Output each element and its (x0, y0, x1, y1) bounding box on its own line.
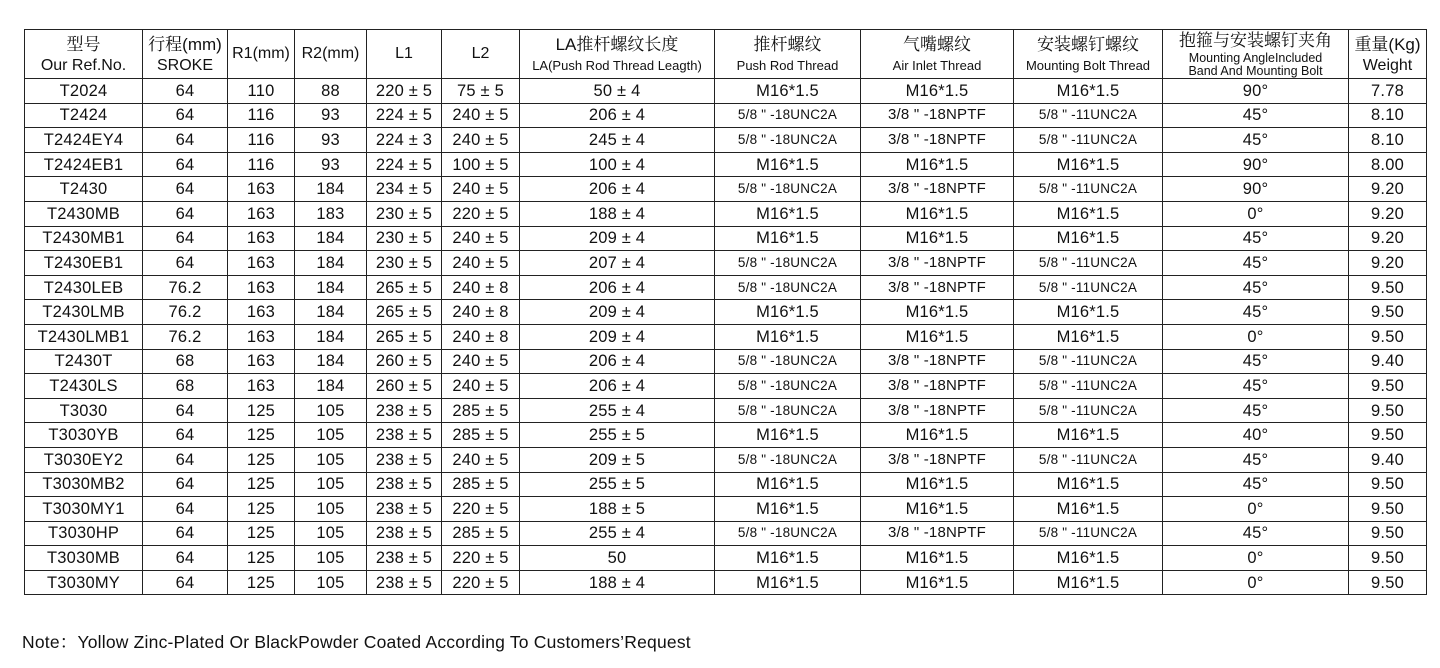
cell-mounting-angle: 45° (1163, 128, 1349, 153)
cell-stroke: 64 (143, 398, 228, 423)
cell-push-rod-thread: M16*1.5 (715, 570, 861, 595)
cell-l2: 285 ± 5 (442, 521, 520, 546)
cell-l1: 260 ± 5 (367, 349, 442, 374)
cell-stroke: 64 (143, 546, 228, 571)
cell-l2: 240 ± 5 (442, 349, 520, 374)
spec-table (24, 29, 1427, 595)
cell-l1: 234 ± 5 (367, 177, 442, 202)
header-r2: R2(mm) (295, 30, 367, 79)
table-row (25, 374, 1427, 399)
table-row (25, 349, 1427, 374)
cell-model: T2430LEB (25, 275, 143, 300)
cell-air-inlet-thread: 3/8 " -18NPTF (861, 177, 1014, 202)
cell-mounting-angle: 45° (1163, 226, 1349, 251)
cell-push-rod-thread: M16*1.5 (715, 324, 861, 349)
cell-l1: 220 ± 5 (367, 79, 442, 104)
cell-mounting-angle: 45° (1163, 398, 1349, 423)
cell-la: 100 ± 4 (520, 152, 715, 177)
cell-l1: 224 ± 5 (367, 103, 442, 128)
cell-air-inlet-thread: M16*1.5 (861, 472, 1014, 497)
cell-push-rod-thread: M16*1.5 (715, 497, 861, 522)
cell-mounting-bolt-thread: M16*1.5 (1014, 497, 1163, 522)
cell-la: 209 ± 4 (520, 226, 715, 251)
table-row (25, 201, 1427, 226)
cell-l2: 240 ± 5 (442, 374, 520, 399)
cell-r1: 163 (228, 349, 295, 374)
cell-mounting-angle: 0° (1163, 324, 1349, 349)
cell-air-inlet-thread: 3/8 " -18NPTF (861, 103, 1014, 128)
cell-r2: 184 (295, 300, 367, 325)
table-row (25, 177, 1427, 202)
cell-l1: 265 ± 5 (367, 275, 442, 300)
cell-air-inlet-thread: 3/8 " -18NPTF (861, 128, 1014, 153)
cell-r1: 163 (228, 300, 295, 325)
cell-r2: 184 (295, 177, 367, 202)
cell-mounting-angle: 90° (1163, 177, 1349, 202)
header-push-rod-thread: 推杆螺纹 Push Rod Thread (715, 30, 861, 79)
cell-r2: 184 (295, 374, 367, 399)
cell-push-rod-thread: M16*1.5 (715, 226, 861, 251)
cell-push-rod-thread: 5/8 " -18UNC2A (715, 177, 861, 202)
cell-l1: 238 ± 5 (367, 472, 442, 497)
table-row (25, 398, 1427, 423)
cell-la: 245 ± 4 (520, 128, 715, 153)
cell-r1: 125 (228, 398, 295, 423)
cell-mounting-angle: 0° (1163, 570, 1349, 595)
cell-l1: 238 ± 5 (367, 497, 442, 522)
cell-l1: 260 ± 5 (367, 374, 442, 399)
cell-push-rod-thread: M16*1.5 (715, 79, 861, 104)
cell-r1: 125 (228, 546, 295, 571)
cell-model: T3030EY2 (25, 447, 143, 472)
table-row (25, 251, 1427, 276)
header-weight: 重量(Kg) Weight (1349, 30, 1427, 79)
cell-la: 50 ± 4 (520, 79, 715, 104)
cell-r1: 163 (228, 324, 295, 349)
cell-model: T2430T (25, 349, 143, 374)
cell-model: T3030HP (25, 521, 143, 546)
cell-r1: 116 (228, 152, 295, 177)
cell-mounting-angle: 45° (1163, 472, 1349, 497)
cell-r1: 125 (228, 497, 295, 522)
cell-l2: 240 ± 5 (442, 177, 520, 202)
cell-push-rod-thread: 5/8 " -18UNC2A (715, 275, 861, 300)
cell-mounting-angle: 90° (1163, 79, 1349, 104)
cell-push-rod-thread: M16*1.5 (715, 546, 861, 571)
cell-stroke: 64 (143, 521, 228, 546)
table-row (25, 472, 1427, 497)
cell-la: 207 ± 4 (520, 251, 715, 276)
cell-r2: 184 (295, 324, 367, 349)
cell-l2: 240 ± 8 (442, 324, 520, 349)
header-model: 型号 Our Ref.No. (25, 30, 143, 79)
cell-stroke: 64 (143, 201, 228, 226)
cell-mounting-bolt-thread: M16*1.5 (1014, 226, 1163, 251)
cell-weight: 8.10 (1349, 128, 1427, 153)
cell-l1: 265 ± 5 (367, 300, 442, 325)
cell-stroke: 64 (143, 423, 228, 448)
cell-push-rod-thread: 5/8 " -18UNC2A (715, 128, 861, 153)
cell-la: 188 ± 5 (520, 497, 715, 522)
cell-l1: 265 ± 5 (367, 324, 442, 349)
cell-r2: 184 (295, 349, 367, 374)
cell-mounting-bolt-thread: 5/8 " -11UNC2A (1014, 251, 1163, 276)
cell-push-rod-thread: M16*1.5 (715, 472, 861, 497)
cell-l1: 230 ± 5 (367, 251, 442, 276)
cell-weight: 9.50 (1349, 423, 1427, 448)
cell-model: T2024 (25, 79, 143, 104)
table-row (25, 128, 1427, 153)
cell-l1: 230 ± 5 (367, 201, 442, 226)
cell-r2: 93 (295, 128, 367, 153)
cell-push-rod-thread: M16*1.5 (715, 423, 861, 448)
cell-mounting-bolt-thread: 5/8 " -11UNC2A (1014, 349, 1163, 374)
table-row (25, 546, 1427, 571)
cell-model: T2424EB1 (25, 152, 143, 177)
cell-mounting-bolt-thread: M16*1.5 (1014, 546, 1163, 571)
cell-model: T2430LMB1 (25, 324, 143, 349)
cell-la: 188 ± 4 (520, 570, 715, 595)
cell-mounting-bolt-thread: M16*1.5 (1014, 300, 1163, 325)
cell-model: T2430LMB (25, 300, 143, 325)
table-row (25, 300, 1427, 325)
cell-la: 50 (520, 546, 715, 571)
cell-r1: 125 (228, 423, 295, 448)
cell-push-rod-thread: M16*1.5 (715, 300, 861, 325)
cell-la: 255 ± 4 (520, 521, 715, 546)
table-row (25, 152, 1427, 177)
table-row (25, 226, 1427, 251)
cell-l2: 220 ± 5 (442, 570, 520, 595)
cell-l2: 285 ± 5 (442, 423, 520, 448)
cell-mounting-bolt-thread: M16*1.5 (1014, 324, 1163, 349)
cell-l2: 240 ± 8 (442, 300, 520, 325)
cell-r2: 184 (295, 226, 367, 251)
cell-l1: 238 ± 5 (367, 447, 442, 472)
cell-r2: 183 (295, 201, 367, 226)
header-mounting-bolt-thread: 安装螺钉螺纹 Mounting Bolt Thread (1014, 30, 1163, 79)
cell-la: 206 ± 4 (520, 275, 715, 300)
cell-mounting-angle: 45° (1163, 103, 1349, 128)
table-row (25, 79, 1427, 104)
cell-l2: 220 ± 5 (442, 201, 520, 226)
cell-r1: 116 (228, 128, 295, 153)
cell-mounting-angle: 45° (1163, 374, 1349, 399)
table-row (25, 447, 1427, 472)
cell-model: T3030YB (25, 423, 143, 448)
cell-mounting-angle: 45° (1163, 447, 1349, 472)
cell-l1: 238 ± 5 (367, 546, 442, 571)
cell-la: 206 ± 4 (520, 177, 715, 202)
cell-la: 206 ± 4 (520, 103, 715, 128)
cell-mounting-bolt-thread: M16*1.5 (1014, 570, 1163, 595)
cell-r2: 93 (295, 152, 367, 177)
cell-r1: 125 (228, 447, 295, 472)
cell-la: 209 ± 4 (520, 324, 715, 349)
cell-mounting-angle: 45° (1163, 275, 1349, 300)
cell-r2: 105 (295, 570, 367, 595)
cell-weight: 9.20 (1349, 251, 1427, 276)
header-la: LA推杆螺纹长度 LA(Push Rod Thread Leagth) (520, 30, 715, 79)
cell-model: T3030MB2 (25, 472, 143, 497)
cell-weight: 9.50 (1349, 497, 1427, 522)
cell-weight: 9.50 (1349, 324, 1427, 349)
cell-r2: 184 (295, 251, 367, 276)
cell-stroke: 64 (143, 497, 228, 522)
cell-la: 188 ± 4 (520, 201, 715, 226)
cell-air-inlet-thread: 3/8 " -18NPTF (861, 521, 1014, 546)
cell-r2: 105 (295, 521, 367, 546)
cell-mounting-angle: 0° (1163, 497, 1349, 522)
header-l1: L1 (367, 30, 442, 79)
cell-model: T2430MB (25, 201, 143, 226)
cell-model: T2430LS (25, 374, 143, 399)
cell-r2: 93 (295, 103, 367, 128)
cell-air-inlet-thread: 3/8 " -18NPTF (861, 251, 1014, 276)
cell-la: 209 ± 5 (520, 447, 715, 472)
cell-la: 255 ± 5 (520, 472, 715, 497)
cell-mounting-angle: 90° (1163, 152, 1349, 177)
cell-l1: 238 ± 5 (367, 423, 442, 448)
cell-model: T3030MY1 (25, 497, 143, 522)
cell-l2: 240 ± 8 (442, 275, 520, 300)
table-row (25, 423, 1427, 448)
cell-l2: 220 ± 5 (442, 546, 520, 571)
cell-air-inlet-thread: M16*1.5 (861, 423, 1014, 448)
cell-air-inlet-thread: M16*1.5 (861, 300, 1014, 325)
cell-mounting-angle: 0° (1163, 546, 1349, 571)
cell-stroke: 64 (143, 226, 228, 251)
cell-mounting-bolt-thread: 5/8 " -11UNC2A (1014, 103, 1163, 128)
cell-model: T2430 (25, 177, 143, 202)
cell-r2: 105 (295, 472, 367, 497)
cell-mounting-angle: 45° (1163, 349, 1349, 374)
cell-r1: 125 (228, 570, 295, 595)
cell-model: T2424EY4 (25, 128, 143, 153)
cell-la: 206 ± 4 (520, 349, 715, 374)
cell-weight: 9.20 (1349, 226, 1427, 251)
cell-l1: 224 ± 5 (367, 152, 442, 177)
cell-weight: 9.50 (1349, 570, 1427, 595)
cell-la: 206 ± 4 (520, 374, 715, 399)
cell-mounting-bolt-thread: 5/8 " -11UNC2A (1014, 398, 1163, 423)
cell-r1: 110 (228, 79, 295, 104)
cell-air-inlet-thread: 3/8 " -18NPTF (861, 398, 1014, 423)
cell-model: T2430MB1 (25, 226, 143, 251)
cell-stroke: 68 (143, 349, 228, 374)
cell-l1: 238 ± 5 (367, 570, 442, 595)
spec-table-body (25, 79, 1427, 595)
cell-model: T2424 (25, 103, 143, 128)
cell-stroke: 76.2 (143, 324, 228, 349)
cell-air-inlet-thread: 3/8 " -18NPTF (861, 275, 1014, 300)
cell-stroke: 64 (143, 128, 228, 153)
cell-l1: 224 ± 3 (367, 128, 442, 153)
cell-r1: 163 (228, 177, 295, 202)
cell-l2: 240 ± 5 (442, 447, 520, 472)
cell-push-rod-thread: 5/8 " -18UNC2A (715, 374, 861, 399)
cell-weight: 9.50 (1349, 521, 1427, 546)
cell-mounting-bolt-thread: 5/8 " -11UNC2A (1014, 447, 1163, 472)
cell-r2: 105 (295, 398, 367, 423)
cell-l2: 285 ± 5 (442, 472, 520, 497)
cell-stroke: 76.2 (143, 300, 228, 325)
cell-air-inlet-thread: M16*1.5 (861, 546, 1014, 571)
cell-mounting-bolt-thread: M16*1.5 (1014, 423, 1163, 448)
cell-model: T3030MY (25, 570, 143, 595)
header-l2: L2 (442, 30, 520, 79)
cell-mounting-angle: 40° (1163, 423, 1349, 448)
cell-air-inlet-thread: 3/8 " -18NPTF (861, 374, 1014, 399)
cell-mounting-bolt-thread: 5/8 " -11UNC2A (1014, 374, 1163, 399)
cell-r2: 105 (295, 546, 367, 571)
table-row (25, 275, 1427, 300)
cell-weight: 9.50 (1349, 546, 1427, 571)
header-mounting-angle: 抱箍与安装螺钉夹角 Mounting AngleIncluded Band And Mounting Bolt (1163, 30, 1349, 79)
cell-stroke: 64 (143, 251, 228, 276)
cell-air-inlet-thread: 3/8 " -18NPTF (861, 447, 1014, 472)
cell-mounting-angle: 45° (1163, 251, 1349, 276)
cell-air-inlet-thread: M16*1.5 (861, 226, 1014, 251)
cell-air-inlet-thread: M16*1.5 (861, 79, 1014, 104)
cell-mounting-angle: 45° (1163, 300, 1349, 325)
cell-stroke: 64 (143, 447, 228, 472)
cell-l2: 240 ± 5 (442, 103, 520, 128)
cell-r2: 105 (295, 423, 367, 448)
table-row (25, 103, 1427, 128)
table-row (25, 570, 1427, 595)
cell-r1: 163 (228, 201, 295, 226)
cell-r1: 125 (228, 472, 295, 497)
cell-l2: 220 ± 5 (442, 497, 520, 522)
cell-mounting-bolt-thread: 5/8 " -11UNC2A (1014, 275, 1163, 300)
cell-air-inlet-thread: M16*1.5 (861, 324, 1014, 349)
cell-l2: 100 ± 5 (442, 152, 520, 177)
cell-stroke: 64 (143, 177, 228, 202)
cell-air-inlet-thread: M16*1.5 (861, 152, 1014, 177)
cell-r1: 163 (228, 226, 295, 251)
cell-l2: 240 ± 5 (442, 226, 520, 251)
cell-air-inlet-thread: M16*1.5 (861, 570, 1014, 595)
cell-push-rod-thread: 5/8 " -18UNC2A (715, 349, 861, 374)
cell-l2: 285 ± 5 (442, 398, 520, 423)
cell-l1: 238 ± 5 (367, 398, 442, 423)
cell-r2: 105 (295, 497, 367, 522)
cell-push-rod-thread: 5/8 " -18UNC2A (715, 447, 861, 472)
cell-weight: 9.20 (1349, 201, 1427, 226)
cell-mounting-angle: 45° (1163, 521, 1349, 546)
cell-mounting-bolt-thread: M16*1.5 (1014, 472, 1163, 497)
cell-mounting-bolt-thread: 5/8 " -11UNC2A (1014, 521, 1163, 546)
cell-r2: 105 (295, 447, 367, 472)
header-row (25, 30, 1427, 79)
cell-push-rod-thread: M16*1.5 (715, 201, 861, 226)
header-air-inlet-thread: 气嘴螺纹 Air Inlet Thread (861, 30, 1014, 79)
cell-r1: 163 (228, 251, 295, 276)
cell-mounting-bolt-thread: M16*1.5 (1014, 152, 1163, 177)
cell-r2: 184 (295, 275, 367, 300)
cell-air-inlet-thread: M16*1.5 (861, 497, 1014, 522)
cell-r2: 88 (295, 79, 367, 104)
cell-air-inlet-thread: 3/8 " -18NPTF (861, 349, 1014, 374)
cell-l1: 230 ± 5 (367, 226, 442, 251)
cell-mounting-bolt-thread: M16*1.5 (1014, 79, 1163, 104)
cell-la: 255 ± 5 (520, 423, 715, 448)
cell-weight: 9.50 (1349, 374, 1427, 399)
cell-push-rod-thread: 5/8 " -18UNC2A (715, 103, 861, 128)
cell-weight: 9.50 (1349, 275, 1427, 300)
cell-mounting-bolt-thread: M16*1.5 (1014, 201, 1163, 226)
cell-stroke: 64 (143, 472, 228, 497)
cell-stroke: 64 (143, 103, 228, 128)
cell-l2: 240 ± 5 (442, 251, 520, 276)
cell-mounting-angle: 0° (1163, 201, 1349, 226)
cell-stroke: 64 (143, 152, 228, 177)
table-row (25, 497, 1427, 522)
cell-l2: 240 ± 5 (442, 128, 520, 153)
cell-push-rod-thread: 5/8 " -18UNC2A (715, 251, 861, 276)
header-stroke: 行程(mm) SROKE (143, 30, 228, 79)
cell-stroke: 76.2 (143, 275, 228, 300)
cell-weight: 9.50 (1349, 472, 1427, 497)
cell-l1: 238 ± 5 (367, 521, 442, 546)
table-row (25, 521, 1427, 546)
header-r1: R1(mm) (228, 30, 295, 79)
cell-weight: 9.20 (1349, 177, 1427, 202)
cell-la: 255 ± 4 (520, 398, 715, 423)
cell-model: T3030 (25, 398, 143, 423)
cell-l2: 75 ± 5 (442, 79, 520, 104)
cell-la: 209 ± 4 (520, 300, 715, 325)
cell-mounting-bolt-thread: 5/8 " -11UNC2A (1014, 177, 1163, 202)
table-row (25, 324, 1427, 349)
cell-air-inlet-thread: M16*1.5 (861, 201, 1014, 226)
cell-r1: 116 (228, 103, 295, 128)
cell-mounting-bolt-thread: 5/8 " -11UNC2A (1014, 128, 1163, 153)
cell-stroke: 64 (143, 570, 228, 595)
cell-r1: 163 (228, 374, 295, 399)
cell-r1: 125 (228, 521, 295, 546)
cell-model: T3030MB (25, 546, 143, 571)
cell-push-rod-thread: M16*1.5 (715, 152, 861, 177)
cell-r1: 163 (228, 275, 295, 300)
cell-weight: 9.40 (1349, 349, 1427, 374)
cell-push-rod-thread: 5/8 " -18UNC2A (715, 398, 861, 423)
cell-stroke: 64 (143, 79, 228, 104)
cell-model: T2430EB1 (25, 251, 143, 276)
note-text: Note：Yollow Zinc-Plated Or BlackPowder Coated According To Customers’Request (22, 632, 691, 652)
cell-weight: 7.78 (1349, 79, 1427, 104)
cell-weight: 8.10 (1349, 103, 1427, 128)
cell-weight: 8.00 (1349, 152, 1427, 177)
cell-weight: 9.50 (1349, 300, 1427, 325)
cell-stroke: 68 (143, 374, 228, 399)
cell-weight: 9.40 (1349, 447, 1427, 472)
cell-push-rod-thread: 5/8 " -18UNC2A (715, 521, 861, 546)
cell-weight: 9.50 (1349, 398, 1427, 423)
